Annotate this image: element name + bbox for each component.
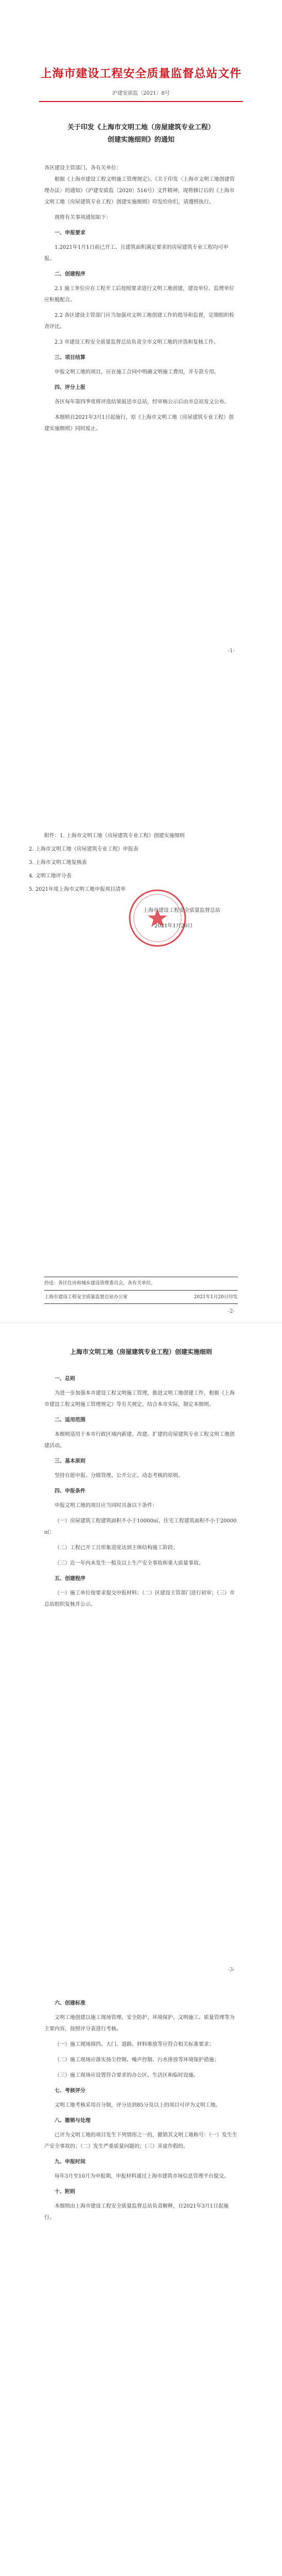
attachment-item: 3. 上海市文明工地复核表 [29,860,87,866]
official-seal [127,887,188,949]
section-heading: 二、适用范围 [55,1417,85,1423]
rules-body [44,1374,238,1615]
section-heading: 三、基本原则 [55,1459,85,1464]
section-text: 坚持自愿申报、分级管理、公开公正、动态考核的原则。 [55,1473,183,1479]
section-text: （三）近一年内未发生一般及以上生产安全事故和重大质量事故。 [55,1561,204,1566]
section-heading: 四、评分上报 [55,385,85,391]
attachment-title: 上海市文明工地（房屋建筑专业工程）创建实施细则 [69,1348,212,1355]
section-heading: 八、撤销与处理 [55,2118,91,2124]
section-heading: 七、考核评分 [55,2088,85,2094]
addressee: 各区建设主管部门，各有关单位： [44,165,121,171]
section-text: 为进一步加强本市建设工程文明施工管理，推进文明工地创建工作，根据《上海市建设工程文明施工管理规定》等有关规定，结合本市实际，制定本细则。 [44,1391,235,1408]
document-header-title: 上海市建设工程安全质量监督总站文件 [40,67,242,80]
section-text: 2.3 市建设工程安全质量监督总站负责全市文明工地的评选和复核工作。 [55,340,219,345]
attachment-item: 2. 上海市文明工地（房屋建筑专业工程）申报表 [29,846,138,852]
section-text: （一）施工单位按要求提交申报材料；（二）区建设主管部门进行初审；（三）市总站组织复核并公示。 [44,1590,235,1607]
section-text: （一）房屋建筑工程建筑面积不小于10000㎡，住宅工程建筑面积不小于20000㎡； [44,1518,237,1535]
issue-date: 2021年1月20日 [154,923,193,929]
footer-rule [44,1303,238,1304]
section-heading: 二、创建程序 [55,272,85,277]
section-text: （二）工程已开工且形象进度达到主体结构施工阶段； [55,1545,178,1551]
notice-title-line-1: 关于印发《上海市文明工地（房屋建筑专业工程） [67,124,215,131]
section-text: 本细则由上海市建设工程安全质量监督总站负责解释，自2021年3月1日起施行。 [44,2204,229,2221]
section-heading: 十、附则 [55,2189,75,2195]
page-number: -2- [227,1309,235,1314]
section-text: 文明工地创建以施工现场管理、安全防护、环境保护、文明施工、质量管理等为主要内容，按照评分表进行考核。 [44,2015,235,2032]
page-number: -3- [227,1967,235,1973]
section-text: 每年3月至10月为申报期，申报材料通过上海市建筑市场信息管理平台提交。 [55,2174,230,2179]
attachment-item: 附件：1. 上海市文明工地（房屋建筑专业工程）创建实施细则 [44,833,185,839]
cc-line: 抄送：各区住房和城乡建设管理委员会，各有关单位。 [44,1281,156,1286]
section-heading: 三、项目结算 [55,355,85,361]
section-heading: 五、创建程序 [55,1576,85,1582]
section-heading: 六、创建标准 [55,2001,85,2006]
document-number: 沪建安质监〔2021〕8号 [112,91,170,96]
section-text: 2.2 各区建设主管部门应当加强对文明工地创建工作的指导和监督，定期组织检查评比。 [44,313,235,330]
section-text: 文明工地考核采用百分制，评分达到85分及以上的项目可评为文明工地。 [55,2103,221,2108]
section-text: 本细则适用于本市行政区域内新建、改建、扩建的房屋建筑专业工程文明工地创建活动。 [44,1432,235,1449]
section-text: 2.1 施工单位应在工程开工后按照要求进行文明工地创建，建设单位、监理单位应积极配合。 [44,286,235,303]
section-heading: 四、申报条件 [55,1488,85,1494]
print-info-line [44,1293,238,1300]
notice-title-line-2: 创建实施细则》的通知 [107,136,174,144]
document-page-2 [0,1323,282,2576]
print-office: 上海市建设工程安全质量监督总站办公室 [44,1295,128,1300]
section-text: （二）施工现场应落实扬尘控制、噪声控制、污水排放等环境保护措施； [55,2057,219,2063]
print-date: 2021年1月20日印发 [193,1295,238,1300]
section-text: 申报文明工地的项目应当同时具备以下条件： [55,1503,157,1509]
footer-rule [44,1290,238,1291]
notice-body [44,163,238,439]
attachment-item: 4. 文明工地评分表 [29,873,72,879]
intro-paragraph: 现将有关事项通知如下： [55,215,111,221]
attachment-item: 5. 2021年度上海市文明工地申报项目清单 [29,887,126,892]
rules-body-continued [44,1998,238,2228]
section-text: 1.2021年1月1日前已开工、且建筑面积满足要求的房屋建筑专业工程均可申报。 [44,245,228,262]
issuing-organization: 上海市建设工程安全质量监督总站 [143,908,220,913]
section-text: 各区每年第四季度将评选结果报送市总站，经审核公示后由市总站发文公布。 [55,399,230,405]
red-divider [39,101,243,102]
section-text: （一）施工现场围挡、大门、道路、材料堆放等应符合相关标准要求； [55,2042,214,2047]
section-text: （三）施工现场应设置符合要求的办公区、生活区和临时设施。 [55,2073,199,2078]
section-heading: 九、申报时间 [55,2159,85,2165]
intro-paragraph: 根据《上海市建设工程文明施工管理规定》、《关于印发〈上海市文明工地创建管理办法〉的通知》（沪建安质监〔2020〕516号）文件精神，现将修订后的《上海市文明工地（房屋建筑专业工程）创建实施细则》印发给你们，请遵照执行。 [44,177,235,205]
section-text: 已评为文明工地的项目发生下列情形之一的，撤销其文明工地称号：（一）发生生产安全事故的；（二）发生严重质量问题的；（三）弄虚作假的。 [44,2132,237,2149]
section-heading: 一、总则 [55,1376,75,1382]
section-heading: 一、申报要求 [55,230,85,236]
attachments-list [29,829,238,896]
notice-title [31,122,251,146]
section-text: 申报文明工地的项目，应在施工合同中明确文明施工费用，并专款专用。 [55,369,219,375]
closing-paragraph: 本细则自2021年3月1日起施行，原《上海市文明工地（房屋建筑专业工程）创建实施细则》同时废止。 [44,415,234,432]
page-number: -1- [227,648,235,654]
